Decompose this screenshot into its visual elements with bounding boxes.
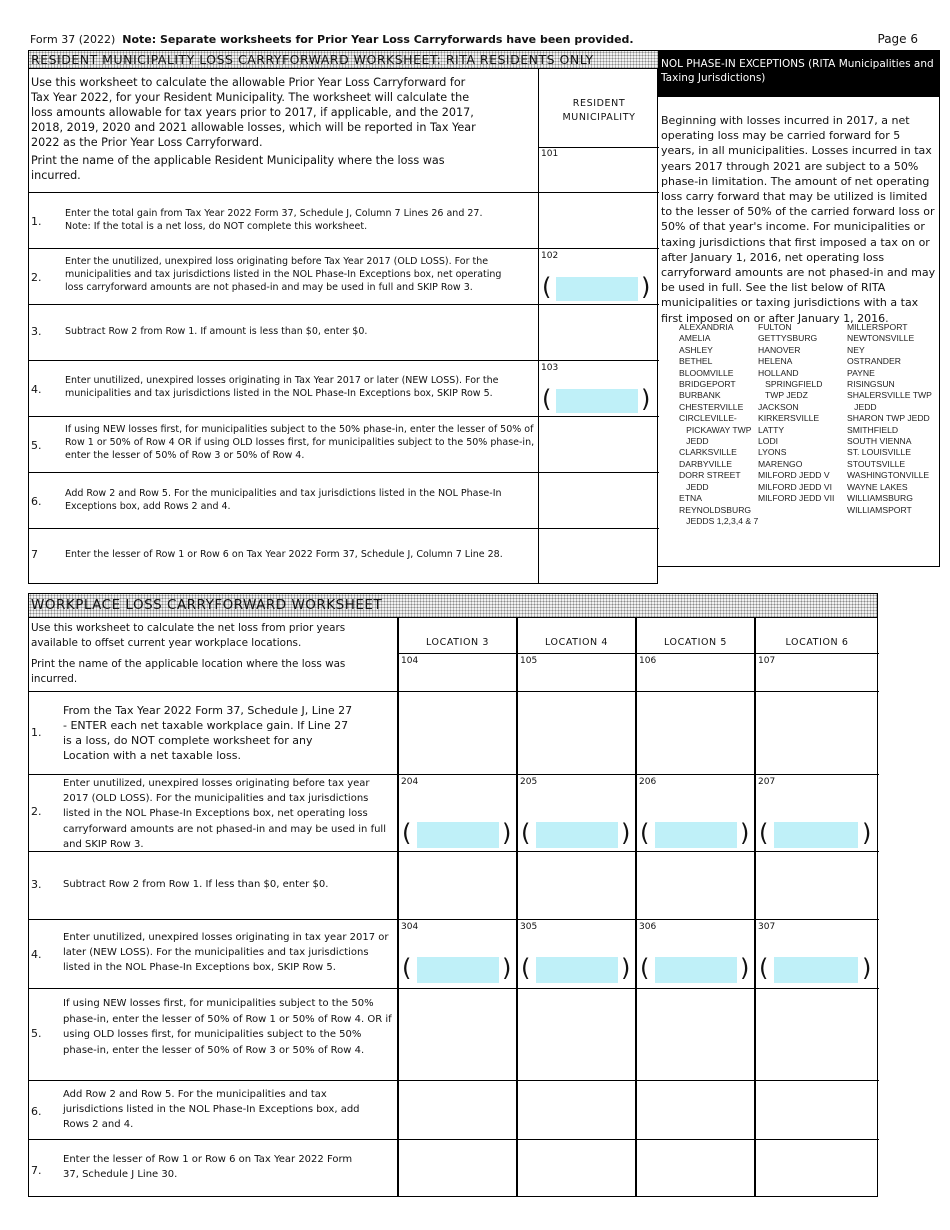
resident-row-5: 5. If using NEW losses first, for municipalities subject to the 50% phase-in, enter the lesser of 50% of Row 1 or 50% of Row 4 OR if using OLD losses first, for municipalities subject to the 50% phase-in, enter the lesser of 50% of Row 3 or 50% of Row 4. bbox=[31, 424, 535, 461]
resident-row-7: 7 Enter the lesser of Row 1 or Row 6 on Tax Year 2022 Form 37, Schedule J, Column 7 Line 28. bbox=[31, 548, 503, 561]
workplace-row-7: 7. Enter the lesser of Row 1 or Row 6 on Tax Year 2022 Form 37, Schedule J Line 30. bbox=[31, 1154, 353, 1181]
location-5-old-loss-input[interactable]: 206 ( ) bbox=[639, 777, 750, 847]
nol-list-item: MILFORD JEDD VI bbox=[758, 481, 833, 492]
nol-list-item: WILLIAMSPORT bbox=[847, 504, 912, 515]
nol-list-item: SMITHFIELD bbox=[847, 424, 899, 435]
resident-worksheet-title: RESIDENT MUNICIPALITY LOSS CARRYFORWARD WORKSHEET: RITA RESIDENTS ONLY bbox=[28, 50, 658, 69]
nol-list-item: CHESTERVILLE bbox=[679, 401, 744, 412]
nol-list-item: DORR STREET bbox=[679, 470, 741, 481]
nol-exceptions-title: NOL PHASE-IN EXCEPTIONS (RITA Municipalities and Taxing Jurisdictions) bbox=[658, 51, 940, 97]
nol-list-item: BLOOMVILLE bbox=[679, 367, 734, 378]
nol-list-item: ST. LOUISVILLE bbox=[847, 447, 912, 458]
location-5-header: LOCATION 5 bbox=[663, 637, 728, 648]
nol-list-item: RISINGSUN bbox=[847, 379, 895, 390]
nol-list-item: CIRCLEVILLE- bbox=[679, 413, 737, 424]
nol-list-col-1 bbox=[679, 322, 759, 527]
nol-list-item: ETNA bbox=[679, 493, 702, 504]
nol-list-item: HOLLAND bbox=[758, 367, 799, 378]
box-number: 103 bbox=[541, 363, 559, 373]
resident-municipality-name-box[interactable] bbox=[539, 147, 659, 193]
workplace-row-3: 3. Subtract Row 2 from Row 1. If less than $0, enter $0. bbox=[31, 878, 329, 891]
location-6-old-loss-input[interactable]: 207 ( ) bbox=[758, 777, 872, 847]
nol-list-item: CLARKSVILLE bbox=[679, 447, 737, 458]
form-note: Note: Separate worksheets for Prior Year Loss Carryforwards have been provided. bbox=[122, 33, 634, 46]
resident-row-3: 3. Subtract Row 2 from Row 1. If amount is less than $0, enter $0. bbox=[31, 325, 368, 338]
resident-row-3-input[interactable] bbox=[539, 305, 659, 360]
nol-list-col-2 bbox=[758, 322, 848, 505]
location-5-new-loss-input[interactable]: 306 ( ) bbox=[639, 922, 750, 982]
resident-row-6-input[interactable] bbox=[539, 473, 659, 528]
resident-row-2: 2. Enter the unutilized, unexpired loss originating before Tax Year 2017 (OLD LOSS). For the municipalities and tax jurisdictions listed in the NOL Phase-In Exceptions box, net operating loss carryforward amounts are not phased-in and may be used in full and SKIP Row 3. bbox=[31, 256, 502, 293]
location-3-row-1-input[interactable] bbox=[399, 692, 516, 774]
nol-list-item: REYNOLDSBURG bbox=[679, 504, 752, 515]
workplace-worksheet bbox=[28, 617, 878, 1197]
nol-list-item: TWP JEDZ bbox=[758, 390, 808, 401]
resident-row-6: 6. Add Row 2 and Row 5. For the municipalities and tax jurisdictions listed in the NOL Phase-In Exceptions box, add Rows 2 and 4. bbox=[31, 488, 502, 512]
nol-list-item: OSTRANDER bbox=[847, 356, 901, 367]
nol-list-item: WASHINGTONVILLE bbox=[847, 470, 930, 481]
location-4-row-1-input[interactable] bbox=[518, 692, 635, 774]
workplace-intro: Use this worksheet to calculate the net loss from prior years available to offset current year workplace locations. bbox=[31, 622, 346, 649]
nol-list-item: FULTON bbox=[758, 322, 792, 332]
location-5-name-box[interactable]: 106 bbox=[639, 656, 657, 666]
nol-list-col-3 bbox=[847, 322, 940, 516]
location-6-header: LOCATION 6 bbox=[785, 637, 849, 648]
resident-row-2-input[interactable]: 102 ( ) bbox=[541, 251, 651, 301]
location-3-header: LOCATION 3 bbox=[425, 637, 490, 648]
nol-exceptions-body: Beginning with losses incurred in 2017, a net operating loss may be carried forward for 5 years, in all municipalities. Losses incurred in tax years 2017 through 2021 are subject to a 50% phase-in limitation. The amount of net operating loss carry forward that may be utilized is limited to the lesser of 50% of the carried forward loss or 50% of that year's income. For municipalities or taxing jurisdictions that first imposed a tax on or after January 1, 2016, net operating loss carryforward amounts are not phased-in and may be used in full. See the list below of RITA municipalities or taxing jurisdictions with a tax first imposed on or after January 1, 2016. bbox=[661, 114, 936, 325]
nol-list-item: GETTYSBURG bbox=[758, 333, 818, 344]
resident-row-1: 1. Enter the total gain from Tax Year 2022 Form 37, Schedule J, Column 7 Lines 26 and 27. Note: If the total is a net loss, do NOT complete this worksheet. bbox=[31, 208, 483, 232]
location-4-name-box[interactable]: 105 bbox=[520, 656, 538, 666]
nol-list-item: LYONS bbox=[758, 447, 787, 458]
form-label: Form 37 (2022) bbox=[30, 33, 116, 46]
resident-row-4: 4. Enter unutilized, unexpired losses originating in Tax Year 2017 or later (NEW LOSS). For the municipalities and tax jurisdictions listed in the NOL Phase-In Exceptions box, SKIP Row 5. bbox=[31, 375, 499, 399]
nol-list-item: SHARON TWP JEDD bbox=[847, 413, 930, 424]
box-number: 102 bbox=[541, 251, 559, 261]
location-3-name-box[interactable]: 104 bbox=[401, 656, 419, 666]
nol-list-item: MILFORD JEDD VII bbox=[758, 493, 835, 504]
location-4-header: LOCATION 4 bbox=[544, 637, 609, 648]
nol-list-item: JEDD bbox=[679, 481, 709, 492]
location-3-new-loss-input[interactable]: 304 ( ) bbox=[401, 922, 512, 982]
workplace-worksheet-title: WORKPLACE LOSS CARRYFORWARD WORKSHEET bbox=[28, 593, 878, 618]
nol-list-item: MILLERSPORT bbox=[847, 322, 908, 332]
nol-list-item: JEDDS 1,2,3,4 & 7 bbox=[679, 515, 759, 526]
nol-list-item: WAYNE LAKES bbox=[847, 481, 908, 492]
nol-list-item: SHALERSVILLE TWP bbox=[847, 390, 932, 401]
resident-row-7-input[interactable] bbox=[539, 529, 659, 583]
page-number: Page 6 bbox=[877, 32, 918, 46]
nol-exceptions-box bbox=[658, 50, 940, 567]
nol-list-item: JEDD bbox=[679, 436, 709, 447]
nol-list-item: ALEXANDRIA bbox=[679, 322, 734, 332]
location-3-old-loss-input[interactable]: 204 ( ) bbox=[401, 777, 512, 847]
resident-row-1-input[interactable] bbox=[539, 193, 659, 248]
nol-list-item: HANOVER bbox=[758, 344, 801, 355]
nol-list-item: HELENA bbox=[758, 356, 793, 367]
nol-list-item: SPRINGFIELD bbox=[758, 379, 823, 390]
workplace-row-2: 2. Enter unutilized, unexpired losses originating before tax year 2017 (OLD LOSS). For the municipalities and tax jurisdictions listed in the NOL Phase-In Exceptions box, net operating loss carryforward amounts are not phased-in and may be used in full and SKIP Row 3. bbox=[31, 778, 386, 850]
resident-worksheet bbox=[28, 69, 658, 584]
nol-list-item: PAYNE bbox=[847, 367, 875, 378]
location-6-row-1-input[interactable] bbox=[756, 692, 878, 774]
nol-list-item: NEY bbox=[847, 344, 865, 355]
location-4-new-loss-input[interactable]: 305 ( ) bbox=[520, 922, 631, 982]
nol-list-item: STOUTSVILLE bbox=[847, 458, 906, 469]
location-5-row-1-input[interactable] bbox=[637, 692, 754, 774]
location-6-new-loss-input[interactable]: 307 ( ) bbox=[758, 922, 872, 982]
location-6-name-box[interactable]: 107 bbox=[758, 656, 776, 666]
resident-intro: Use this worksheet to calculate the allowable Prior Year Loss Carryforward for Tax Year 2022, for your Resident Municipality. The worksheet will calculate the loss amounts allowable for tax years prior to 2017, if applicable, and the 2017, 2018, 2019, 2020 and 2021 allowable losses, which will be reported in Tax Year 2022 as the Prior Year Loss Carryforward. bbox=[31, 76, 476, 149]
form-header bbox=[30, 33, 634, 46]
resident-print-name: Print the name of the applicable Resident Municipality where the loss was incurred. bbox=[31, 154, 445, 182]
workplace-row-4: 4. Enter unutilized, unexpired losses originating in tax year 2017 or later (NEW LOSS). For the municipalities and tax jurisdictions listed in the NOL Phase-In Exceptions box, SKIP Row 5. bbox=[31, 932, 389, 974]
nol-list-item: JEDD bbox=[847, 401, 877, 412]
nol-list-item: BURBANK bbox=[679, 390, 721, 401]
nol-list-item: MARENGO bbox=[758, 458, 803, 469]
box-number: 101 bbox=[541, 149, 559, 159]
nol-list-item: MILFORD JEDD V bbox=[758, 470, 830, 481]
resident-row-4-input[interactable]: 103 ( ) bbox=[541, 363, 651, 413]
resident-col-header: RESIDENT MUNICIPALITY bbox=[562, 98, 636, 123]
nol-list-item: JACKSON bbox=[758, 401, 799, 412]
nol-list-item: KIRKERSVILLE bbox=[758, 413, 820, 424]
nol-list-item: AMELIA bbox=[679, 333, 711, 344]
nol-list-item: PICKAWAY TWP bbox=[679, 424, 752, 435]
workplace-row-6: 6. Add Row 2 and Row 5. For the municipalities and tax jurisdictions listed in the NOL Phase-In Exceptions box, add Rows 2 and 4. bbox=[31, 1089, 360, 1131]
nol-list-item: DARBYVILLE bbox=[679, 458, 733, 469]
nol-list-item: BRIDGEPORT bbox=[679, 379, 736, 390]
nol-list-item: SOUTH VIENNA bbox=[847, 436, 912, 447]
nol-list-item: NEWTONSVILLE bbox=[847, 333, 915, 344]
workplace-row-1: 1. From the Tax Year 2022 Form 37, Schedule J, Line 27 - ENTER each net taxable workplace gain. If Line 27 is a loss, do NOT complete worksheet for any Location with a net taxable loss. bbox=[31, 704, 353, 762]
resident-row-5-input[interactable] bbox=[539, 417, 659, 472]
nol-list-item: ASHLEY bbox=[679, 344, 713, 355]
nol-list-item: WILLIAMSBURG bbox=[847, 493, 913, 504]
location-4-old-loss-input[interactable]: 205 ( ) bbox=[520, 777, 631, 847]
nol-list-item: LODI bbox=[758, 436, 779, 447]
workplace-print-name: Print the name of the applicable location where the loss was incurred. bbox=[31, 658, 346, 685]
nol-list-item: LATTY bbox=[758, 424, 785, 435]
workplace-row-5: 5. If using NEW losses first, for municipalities subject to the 50% phase-in, enter the lesser of 50% of Row 1 or 50% of Row 4. OR if using OLD losses first, for municipalities subject to the 50% phase-in, enter the lesser of 50% of Row 3 or 50% of Row 4. bbox=[31, 998, 392, 1056]
nol-list-item: BETHEL bbox=[679, 356, 713, 367]
